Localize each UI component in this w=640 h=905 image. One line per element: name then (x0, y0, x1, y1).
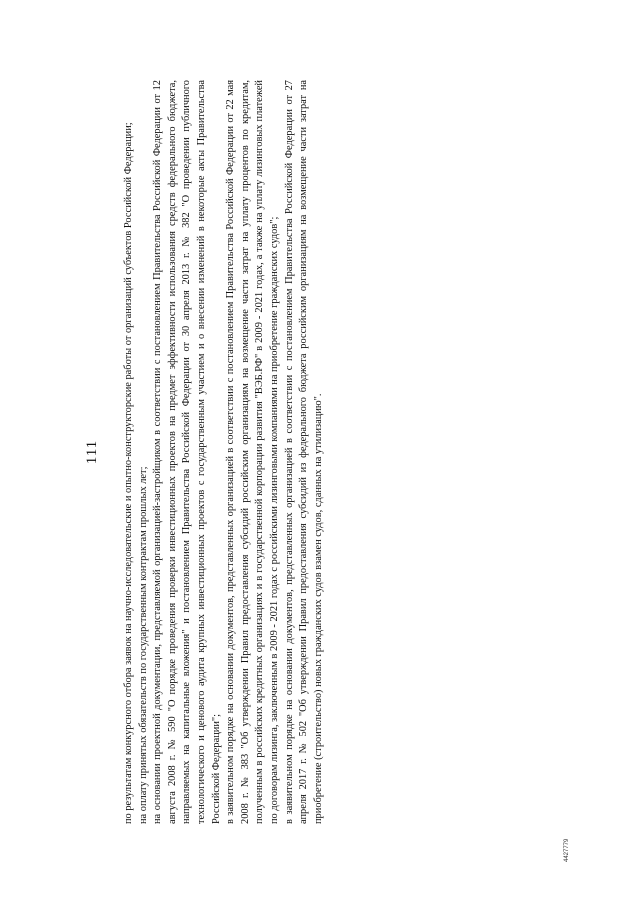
paragraph: в заявительном порядке на основании документов, представленных организацией в соответствии с постановлением Правительства Российской Федерации от 22 мая 2008 г. № 383 "Об утверждении Правил предоставления субсидий российским организациям на возмещение части затрат на уплату процентов по кредитам, полученным в российских кредитных организациях и в государственной корпорации развития "ВЭБ.РФ" в 2009 - 2021 годах, а также на уплату лизинговых платежей по договорам лизинга, заключенным в 2009 - 2021 годах с российскими лизинговыми компаниями на приобретение гражданских судов"; (225, 80, 280, 824)
body-text (122, 80, 326, 824)
page-number: 111 (84, 439, 100, 465)
paragraph: в заявительном порядке на основании документов, представленных организацией в соответствии с постановлением Правительства Российской Федерации от 27 апреля 2017 г. № 502 "Об утверждении Правил предоставления субсидий из федерального бюджета российским организациям на возмещение части затрат на приобретение (строительство) новых гражданских судов взамен судов, сданных на утилизацию". (283, 80, 324, 824)
paragraph: по результатам конкурсного отбора заявок на научно-исследовательские и опытно-конструкторские работы от организаций субъектов Российской Федерации; (123, 122, 134, 824)
paragraph: на оплату принятых обязательств по государственным контрактам прошлых лет; (137, 466, 149, 824)
document-id: 4427779 (564, 838, 570, 862)
rotated-content (70, 42, 570, 862)
paragraph: на основании проектной документации, представляемой организацией-застройщиком в соответствии с постановлением Правительства Российской Федерации от 12 августа 2008 г. № 590 "О порядке проведения проверки инвестиционных проектов на предмет эффективности использования средств федерального бюджета, направляемых на капитальные вложения" и постановлением Правительства Российской Федерации от 30 апреля 2013 г. № 382 "О проведении публичного технологического и ценового аудита крупных инвестиционных проектов с государственным участием и о внесении изменений в некоторые акты Правительства Российской Федерации"; (152, 80, 222, 824)
